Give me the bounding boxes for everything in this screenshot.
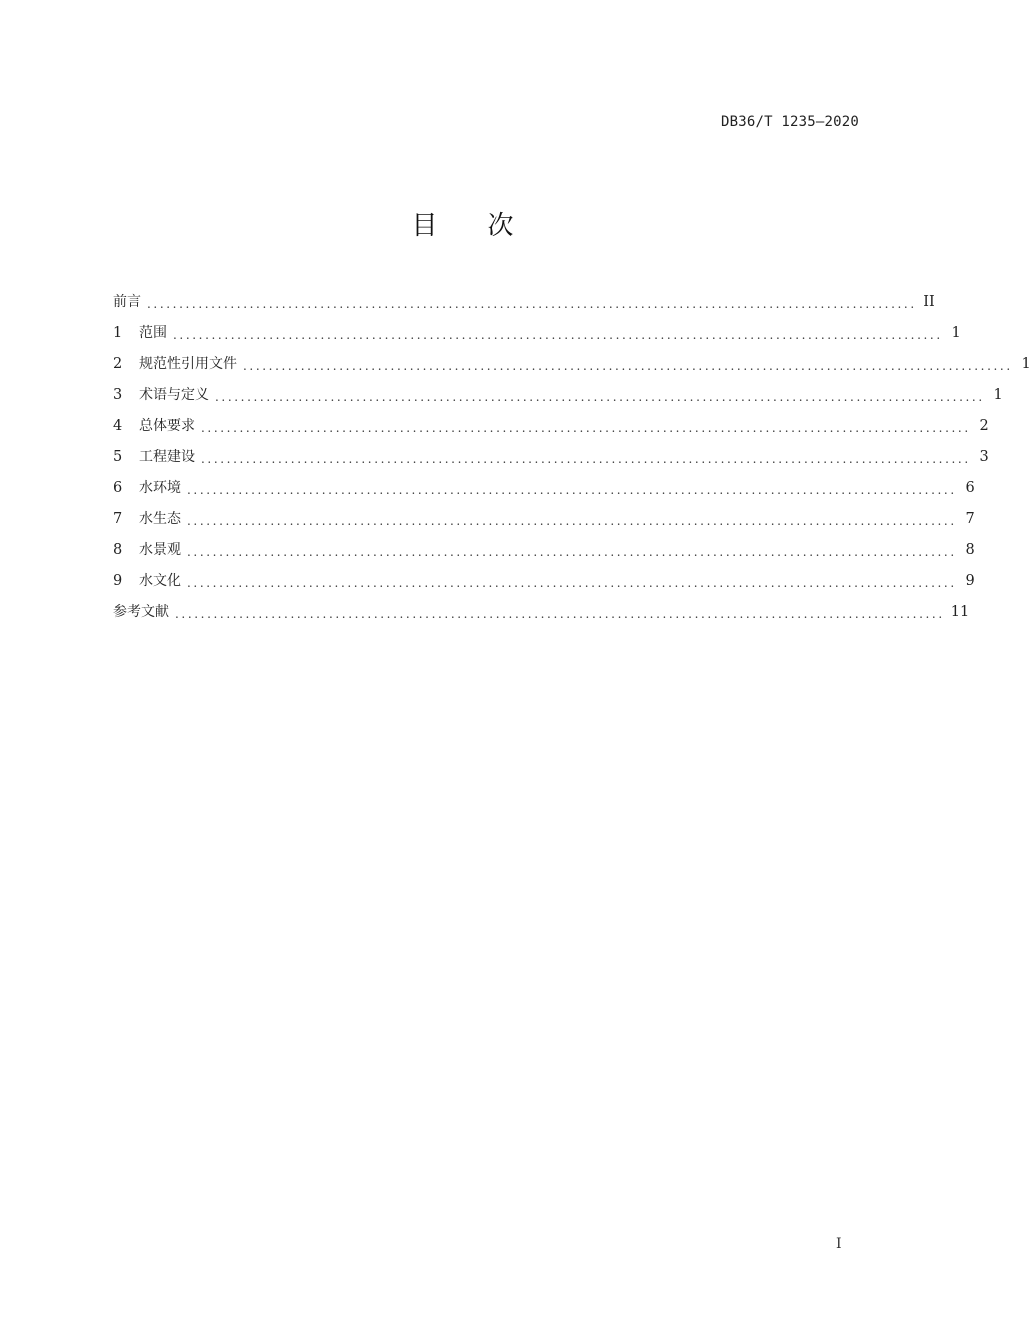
toc-entry-label: 参考文献 [113, 603, 169, 620]
toc-entry-page: 7 [965, 510, 975, 527]
toc-leader-dots: ........................................................................................................................ [201, 420, 971, 435]
toc-leader-dots: ........................................................................................................................ [187, 482, 957, 497]
toc-entry-terms-definitions[interactable] [113, 379, 1003, 410]
table-of-contents [113, 286, 1031, 627]
toc-entry-number: 5 [113, 448, 123, 465]
toc-entry-number: 8 [113, 541, 123, 558]
toc-entry-foreword[interactable] [113, 286, 935, 317]
toc-entry-page: 6 [965, 479, 975, 496]
toc-entry-label: 工程建设 [139, 448, 195, 465]
toc-entry-page: 3 [979, 448, 989, 465]
toc-entry-page: 1 [951, 324, 961, 341]
toc-entry-label: 水环境 [139, 479, 181, 496]
toc-entry-number: 1 [113, 324, 123, 341]
toc-entry-water-culture[interactable] [113, 565, 975, 596]
toc-entry-number: 6 [113, 479, 123, 496]
toc-leader-dots: ........................................................................................................................ [187, 544, 957, 559]
toc-entry-water-ecology[interactable] [113, 503, 975, 534]
toc-leader-dots: ........................................................................................................................ [187, 575, 957, 590]
page-number: I [836, 1236, 842, 1252]
toc-entry-page: II [923, 293, 935, 310]
toc-entry-page: 9 [965, 572, 975, 589]
toc-leader-dots: ........................................................................................................................ [201, 451, 971, 466]
page-title: 目次 [411, 211, 564, 241]
toc-entry-page: 8 [965, 541, 975, 558]
toc-entry-label: 水景观 [139, 541, 181, 558]
toc-leader-dots: ........................................................................................................................ [147, 296, 917, 311]
toc-leader-dots: ........................................................................................................................ [173, 327, 943, 342]
toc-entry-number: 9 [113, 572, 123, 589]
toc-entry-page: 2 [979, 417, 989, 434]
toc-entry-number: 2 [113, 355, 123, 372]
toc-entry-engineering-construction[interactable] [113, 441, 989, 472]
toc-entry-label: 术语与定义 [139, 386, 209, 403]
toc-leader-dots: ........................................................................................................................ [215, 389, 985, 404]
toc-entry-label: 水文化 [139, 572, 181, 589]
toc-entry-normative-references[interactable] [113, 348, 1031, 379]
toc-entry-number: 4 [113, 417, 123, 434]
toc-entry-scope[interactable] [113, 317, 961, 348]
toc-entry-water-landscape[interactable] [113, 534, 975, 565]
toc-entry-label: 水生态 [139, 510, 181, 527]
toc-entry-water-environment[interactable] [113, 472, 975, 503]
toc-entry-label: 总体要求 [139, 417, 195, 434]
toc-entry-number: 7 [113, 510, 123, 527]
toc-entry-label: 范围 [139, 324, 167, 341]
toc-leader-dots: ........................................................................................................................ [187, 513, 957, 528]
toc-entry-page: 1 [993, 386, 1003, 403]
toc-entry-general-requirements[interactable] [113, 410, 989, 441]
toc-entry-page: 1 [1021, 355, 1031, 372]
toc-entry-number: 3 [113, 386, 123, 403]
toc-entry-page: 11 [950, 603, 970, 620]
toc-leader-dots: ........................................................................................................................ [175, 606, 945, 621]
toc-entry-label: 规范性引用文件 [139, 355, 237, 372]
toc-entry-bibliography[interactable] [113, 596, 970, 627]
document-code: DB36/T 1235—2020 [720, 114, 859, 130]
toc-entry-label: 前言 [113, 293, 141, 310]
toc-leader-dots: ........................................................................................................................ [243, 358, 1013, 373]
